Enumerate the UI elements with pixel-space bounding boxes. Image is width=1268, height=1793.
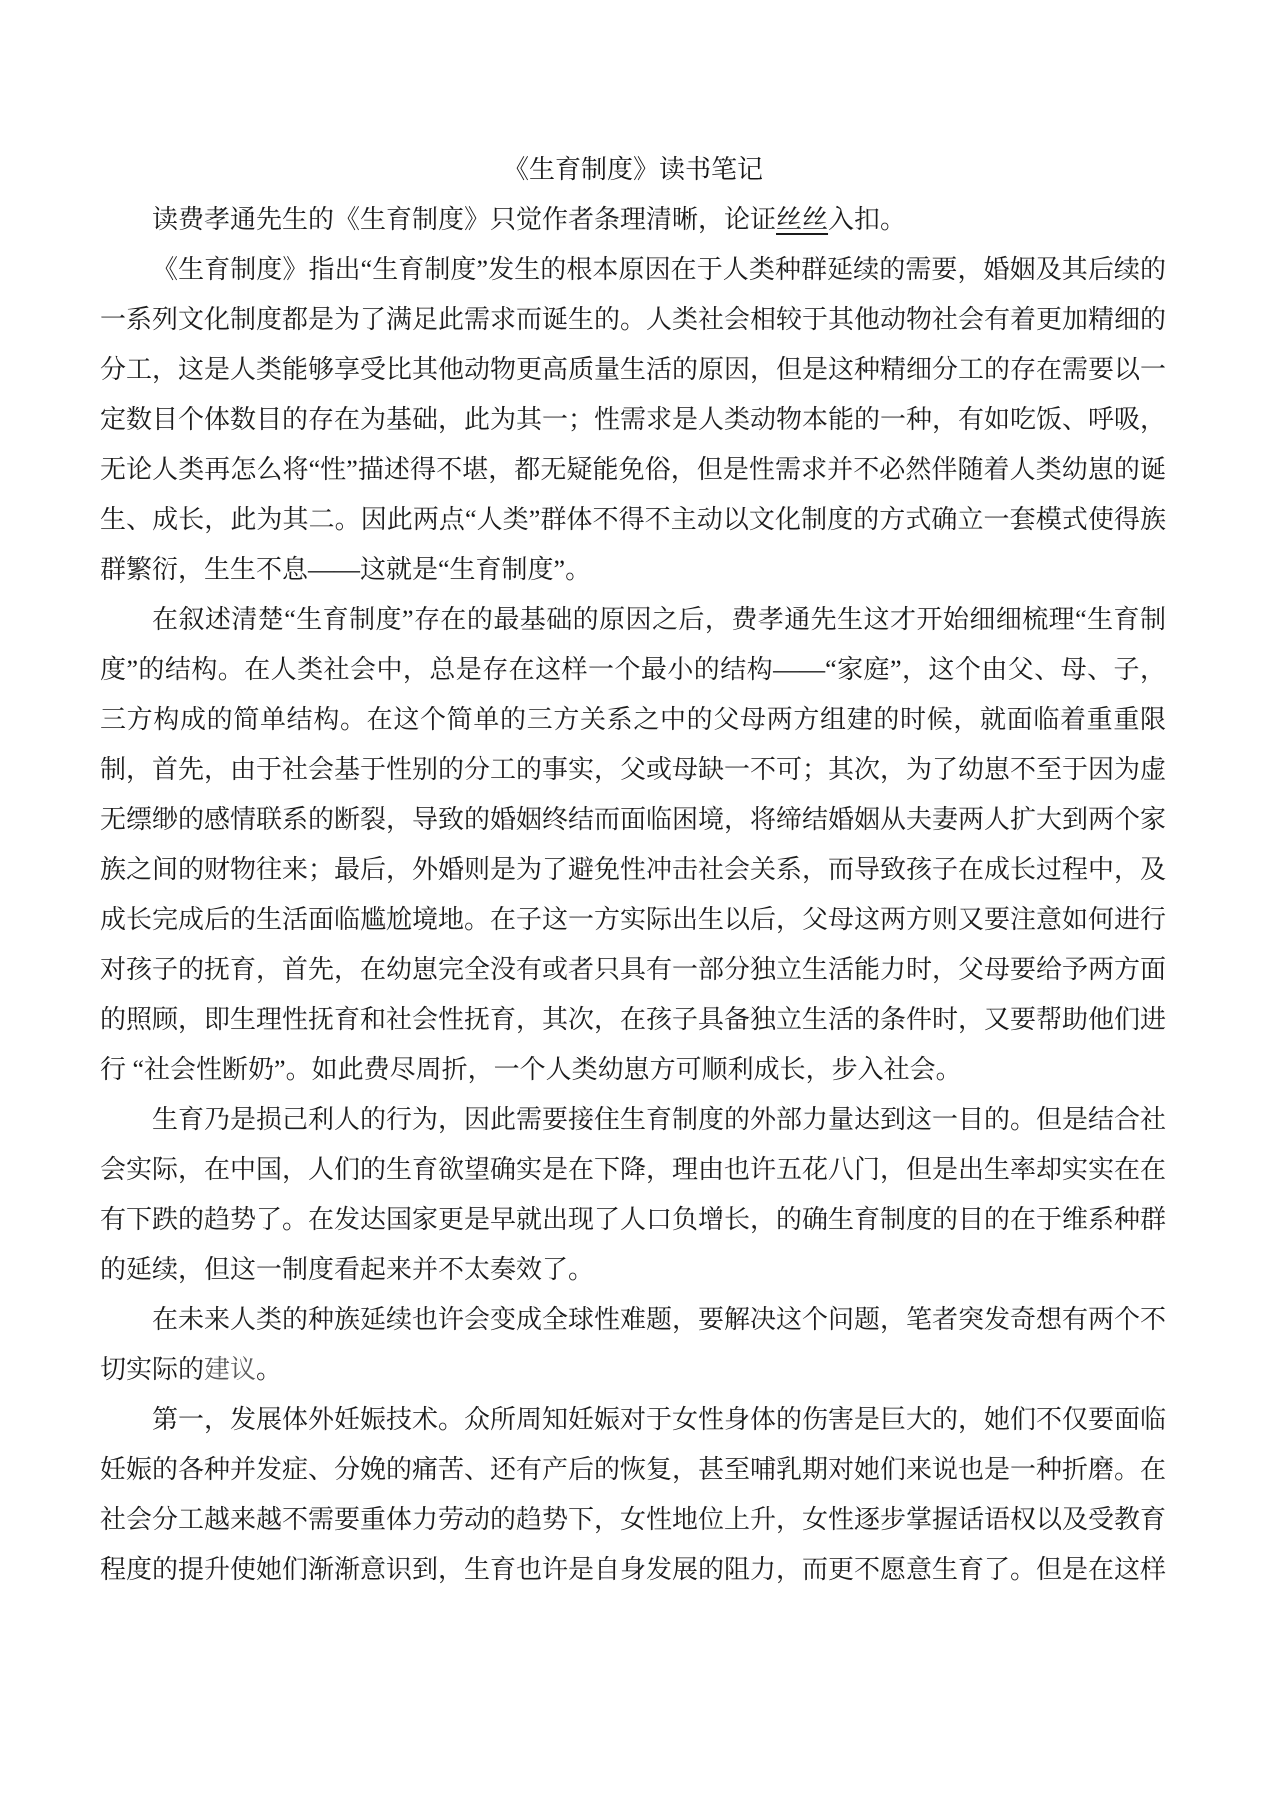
paragraph-future [100,1295,1166,1395]
spellcheck-underlined-text: 丝丝 [776,205,829,234]
paragraph-future-tail: 。 [256,1355,283,1384]
proofing-marked-text: 建议 [204,1355,257,1384]
paragraph-reality: 生育乃是损己利人的行为，因此需要接住生育制度的外部力量达到这一目的。但是结合社会实际，在中国，人们的生育欲望确实是在下降，理由也许五花八门，但是出生率却实实在在有下跌的趋势了。在发达国家更是早就出现了人口负增长，的确生育制度的目的在于维系种群的延续，但这一制度看起来并不太奏效了。 [100,1105,1167,1284]
paragraph-future-text: 在未来人类的种族延续也许会变成全球性难题，要解决这个问题，笔者突发奇想有两个不切实际的 [100,1305,1167,1384]
paragraph-first-suggestion: 第一，发展体外妊娠技术。众所周知妊娠对于女性身体的伤害是巨大的，她们不仅要面临妊娠的各种并发症、分娩的痛苦、还有产后的恢复，甚至哺乳期对她们来说也是一种折磨。在社会分工越来越不需要重体力劳动的趋势下，女性地位上升，女性逐步掌握话语权以及受教育程度的提升使她们渐渐意识到，生育也许是自身发展的阻力，而更不愿意生育了。但是在这样 [100,1405,1167,1584]
paragraph-intro-tail: 入扣。 [828,205,907,234]
paragraph-origin: 《生育制度》指出“生育制度”发生的根本原因在于人类种群延续的需要，婚姻及其后续的一系列文化制度都是为了满足此需求而诞生的。人类社会相较于其他动物社会有着更加精细的分工，这是人类能够享受比其他动物更高质量生活的原因，但是这种精细分工的存在需要以一定数目个体数目的存在为基础，此为其一；性需求是人类动物本能的一种，有如吃饭、呼吸，无论人类再怎么将“性”描述得不堪，都无疑能免俗，但是性需求并不必然伴随着人类幼崽的诞生、成长，此为其二。因此两点“人类”群体不得不主动以文化制度的方式确立一套模式使得族群繁衍，生生不息——这就是“生育制度”。 [100,255,1167,584]
paragraph-intro-text: 读费孝通先生的《生育制度》只觉作者条理清晰，论证 [152,205,777,234]
paragraph-intro [100,195,1166,245]
paragraph-structure: 在叙述清楚“生育制度”存在的最基础的原因之后，费孝通先生这才开始细细梳理“生育制度”的结构。在人类社会中，总是存在这样一个最小的结构——“家庭”，这个由父、母、子，三方构成的简单结构。在这个简单的三方关系之中的父母两方组建的时候，就面临着重重限制，首先，由于社会基于性别的分工的事实，父或母缺一不可；其次，为了幼崽不至于因为虚无缥缈的感情联系的断裂，导致的婚姻终结而面临困境，将缔结婚姻从夫妻两人扩大到两个家族之间的财物往来；最后，外婚则是为了避免性冲击社会关系，而导致孩子在成长过程中，及成长完成后的生活面临尴尬境地。在子这一方实际出生以后，父母这两方则又要注意如何进行对孩子的抚育，首先，在幼崽完全没有或者只具有一部分独立生活能力时，父母要给予两方面的照顾，即生理性抚育和社会性抚育，其次，在孩子具备独立生活的条件时，又要帮助他们进行 “社会性断奶”。如此费尽周折，一个人类幼崽方可顺利成长，步入社会。 [100,605,1167,1084]
document-title: 《生育制度》读书笔记 [502,155,763,184]
